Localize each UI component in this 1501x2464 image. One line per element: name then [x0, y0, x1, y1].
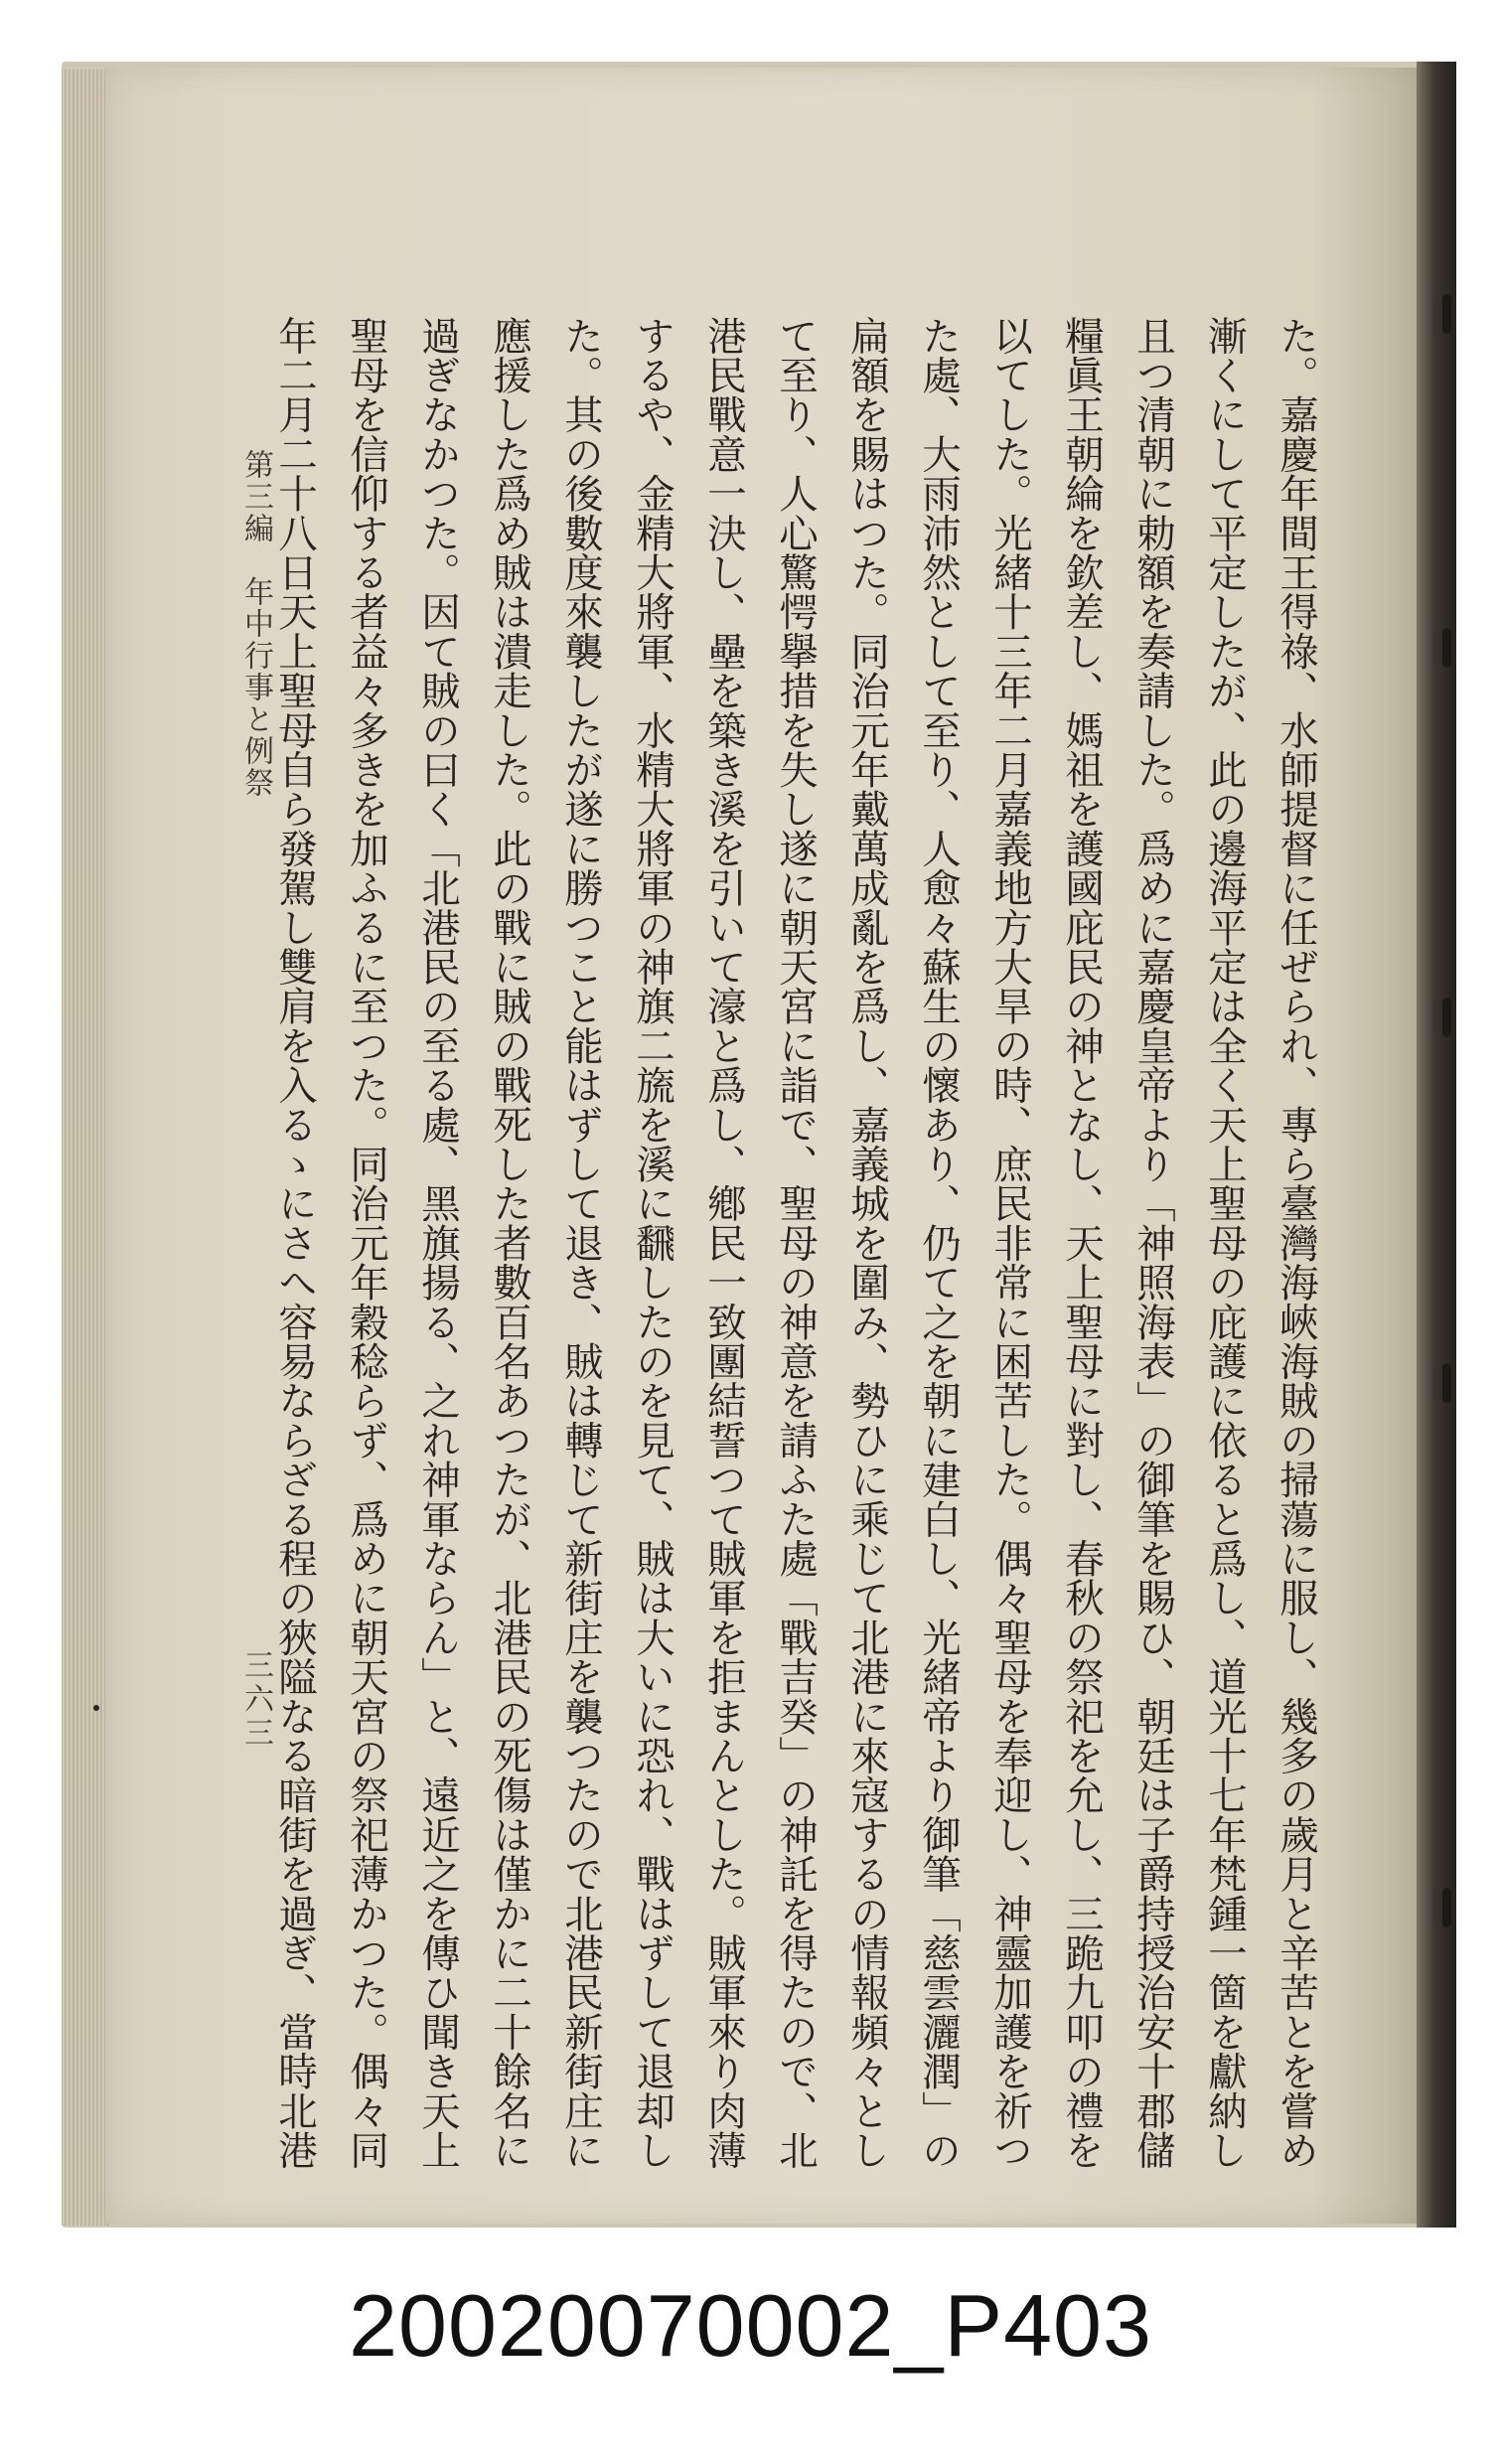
text-column: 糧眞王朝綸を欽差し、媽祖を護國庇民の神となし、天上聖母に對し、春秋の祭祀を允し、三跪九叩の禮を	[1059, 316, 1105, 2170]
text-column: 扁額を賜はつた。同治元年戴萬成亂を爲し、嘉義城を圍み、勢ひに乘じて北港に來寇するの情報頻々とし	[844, 316, 890, 2170]
text-column: 且つ清朝に勅額を奏請した。爲めに嘉慶皇帝より「神照海表」の御筆を賜ひ、朝廷は子爵持授治安十郡儲	[1130, 316, 1176, 2170]
binding-marks	[1442, 0, 1452, 2464]
page-edges	[62, 70, 108, 2226]
ink-speck	[93, 1705, 99, 1711]
text-column: て至り、人心驚愕擧措を失し遂に朝天宮に詣で、聖母の神意を請ふた處「戰吉癸」の神託を得たので、北	[773, 316, 819, 2170]
scan-caption: 20020070002_P403	[349, 2276, 1152, 2375]
body-text	[268, 316, 1319, 2170]
text-column: 過ぎなかつた。因て賊の曰く「北港民の至る處、黑旗揚る、之れ神軍ならん」と、遠近之を傳ひ聞き天上	[415, 316, 461, 2170]
binding-mark	[1442, 628, 1451, 668]
binding-mark	[1442, 1363, 1451, 1403]
text-column: 漸くにして平定したが、此の邊海平定は全く天上聖母の庇護に依ると爲し、道光十七年梵鍾一箇を獻納し	[1202, 316, 1248, 2170]
running-head: 第三編 年中行事と例祭	[238, 449, 273, 799]
text-column: 年二月二十八日天上聖母自ら發駕し雙肩を入るゝにさへ容易ならざる程の狹隘なる暗街を過ぎ、當時北港	[272, 316, 318, 2170]
binding-mark	[1442, 1888, 1451, 1927]
text-column: 應援した爲め賊は潰走した。此の戰に賊の戰死した者數百名あつたが、北港民の死傷は僅かに二十餘名に	[487, 316, 532, 2170]
page-number: 三六三	[238, 1649, 273, 1751]
text-column: た處、大雨沛然として至り、人愈々蘇生の懷あり、仍て之を朝に建白し、光緒帝より御筆「慈雲灑潤」の	[916, 316, 962, 2170]
text-column: た。其の後數度來襲したが遂に勝つこと能はずして退き、賊は轉じて新街庄を襲つたので北港民新街庄に	[558, 316, 604, 2170]
binding-mark	[1442, 998, 1451, 1037]
text-column: 以てした。光緒十三年二月嘉義地方大旱の時、庶民非常に困苦した。偶々聖母を奉迎し、神靈加護を祈つ	[987, 316, 1033, 2170]
text-column: 港民戰意一決し、壘を築き溪を引いて濠と爲し、鄕民一致團結誓つて賊軍を拒まんとした。賊軍來り肉薄	[701, 316, 747, 2170]
binding-mark	[1442, 294, 1451, 334]
text-column: た。嘉慶年間王得祿、水師提督に任ぜられ、專ら臺灣海峽海賊の掃蕩に服し、幾多の歲月と辛苦とを嘗め	[1274, 316, 1319, 2170]
text-column: するや、金精大將軍、水精大將軍の神旗二旒を溪に飜したのを見て、賊は大いに恐れ、戰はずして退却し	[630, 316, 675, 2170]
text-column: 聖母を信仰する者益々多きを加ふるに至つた。同治元年穀稔らず、爲めに朝天宮の祭祀薄かつた。偶々同	[344, 316, 389, 2170]
